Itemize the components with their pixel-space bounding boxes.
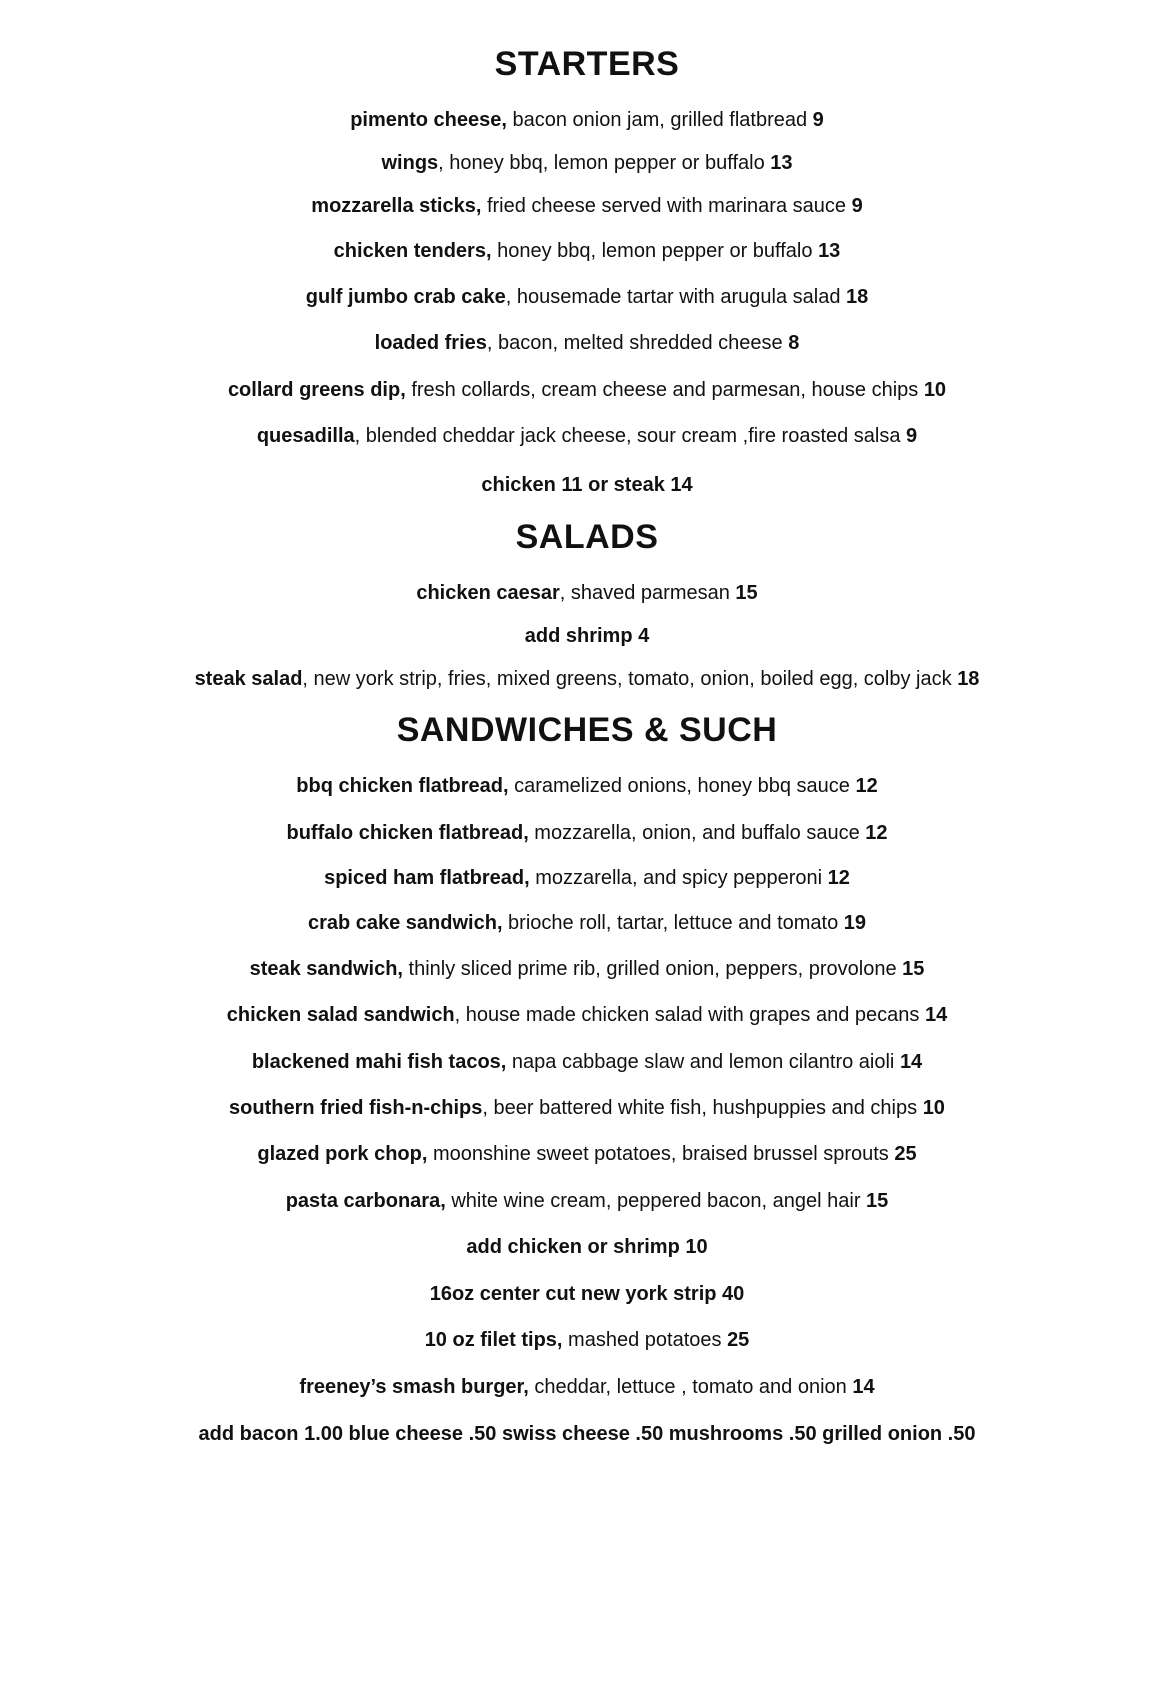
- menu-item-fish-n-chips: [0, 1095, 1174, 1121]
- item-name: glazed pork chop,: [257, 1143, 428, 1165]
- item-name: gulf jumbo crab cake: [305, 286, 506, 308]
- item-price: 15: [735, 582, 758, 604]
- item-name: 16oz center cut new york strip 40: [429, 1283, 745, 1305]
- item-price: 9: [851, 195, 863, 217]
- menu-item-mozzarella-sticks: [0, 193, 1174, 219]
- item-description: fried cheese served with marinara sauce: [481, 195, 852, 217]
- item-name: freeney’s smash burger,: [299, 1376, 529, 1398]
- menu-item-glazed-pork-chop: [0, 1141, 1174, 1167]
- item-name: add shrimp 4: [524, 625, 650, 647]
- item-name: quesadilla: [256, 425, 355, 447]
- item-name: mozzarella sticks,: [311, 195, 482, 217]
- item-description: white wine cream, peppered bacon, angel hair: [445, 1190, 867, 1212]
- item-description: mozzarella, onion, and buffalo sauce: [528, 822, 866, 844]
- item-name: add bacon 1.00 blue cheese .50 swiss cheese .50 mushrooms .50 grilled onion .50: [198, 1423, 976, 1445]
- item-price: 18: [846, 286, 869, 308]
- item-name: chicken tenders,: [333, 240, 492, 262]
- item-price: 12: [827, 867, 850, 889]
- item-price: 19: [843, 912, 867, 934]
- item-name: bbq chicken flatbread,: [296, 775, 509, 797]
- item-name: pasta carbonara,: [285, 1190, 446, 1212]
- item-name: wings: [381, 152, 439, 174]
- item-price: 15: [866, 1190, 889, 1212]
- item-description: bacon onion jam, grilled flatbread: [506, 109, 813, 131]
- item-name: spiced ham flatbread,: [324, 867, 530, 889]
- item-price: 12: [865, 822, 888, 844]
- sandwiches-heading: SANDWICHES & SUCH: [396, 711, 778, 749]
- menu-item-buffalo-chicken-flatbread: [0, 820, 1174, 846]
- item-description: brioche roll, tartar, lettuce and tomato: [502, 912, 844, 934]
- item-price: 18: [957, 668, 980, 690]
- item-description: , house made chicken salad with grapes and pecans: [454, 1004, 925, 1026]
- menu-item-filet-tips: [0, 1327, 1174, 1353]
- item-description: mozzarella, and spicy pepperoni: [529, 867, 828, 889]
- menu-item-wings: [0, 150, 1174, 176]
- menu-item-quesadilla: [0, 423, 1174, 449]
- item-price: 10: [923, 379, 947, 401]
- item-name: buffalo chicken flatbread,: [286, 822, 529, 844]
- item-name: chicken 11 or steak 14: [481, 474, 693, 496]
- item-price: 25: [727, 1329, 750, 1351]
- item-name: chicken caesar: [416, 582, 560, 604]
- item-description: thinly sliced prime rib, grilled onion, peppers, provolone: [403, 958, 903, 980]
- menu-item-new-york-strip: [0, 1281, 1174, 1307]
- menu-item-steak-sandwich: [0, 956, 1174, 982]
- item-price: 14: [899, 1051, 923, 1073]
- menu-item-bbq-chicken-flatbread: [0, 773, 1174, 799]
- menu-addon-quesadilla: [0, 472, 1174, 498]
- item-price: 25: [894, 1143, 917, 1165]
- menu-item-steak-salad: [0, 666, 1174, 692]
- item-description: , housemade tartar with arugula salad: [505, 286, 846, 308]
- menu-item-pasta-carbonara: [0, 1188, 1174, 1214]
- item-price: 14: [924, 1004, 948, 1026]
- item-description: fresh collards, cream cheese and parmesan, house chips: [405, 379, 924, 401]
- menu-item-pimento-cheese: [0, 107, 1174, 133]
- item-price: 15: [902, 958, 925, 980]
- item-price: 13: [770, 152, 793, 174]
- item-description: , bacon, melted shredded cheese: [486, 332, 789, 354]
- item-description: moonshine sweet potatoes, braised brussel sprouts: [427, 1143, 895, 1165]
- item-price: 9: [906, 425, 918, 447]
- item-description: caramelized onions, honey bbq sauce: [508, 775, 856, 797]
- item-price: 10: [922, 1097, 945, 1119]
- item-description: honey bbq, lemon pepper or buffalo: [491, 240, 819, 262]
- item-description: cheddar, lettuce , tomato and onion: [528, 1376, 853, 1398]
- menu-item-crab-cake-sandwich: [0, 910, 1174, 936]
- item-price: 12: [855, 775, 878, 797]
- item-price: 9: [812, 109, 824, 131]
- starters-heading: STARTERS: [494, 45, 680, 83]
- item-name: collard greens dip,: [227, 379, 406, 401]
- item-name: steak sandwich,: [249, 958, 403, 980]
- menu-addon-burger-toppings: [0, 1421, 1174, 1447]
- menu-item-chicken-tenders: [0, 238, 1174, 264]
- menu-item-collard-greens-dip: [0, 377, 1174, 403]
- item-description: , new york strip, fries, mixed greens, tomato, onion, boiled egg, colby jack: [302, 668, 958, 690]
- menu-addon-chicken-or-shrimp: [0, 1234, 1174, 1260]
- item-name: steak salad: [194, 668, 303, 690]
- menu-item-chicken-caesar: [0, 580, 1174, 606]
- menu-item-chicken-salad-sandwich: [0, 1002, 1174, 1028]
- item-name: blackened mahi fish tacos,: [251, 1051, 507, 1073]
- item-name: southern fried fish-n-chips: [229, 1097, 483, 1119]
- item-name: 10 oz filet tips,: [424, 1329, 563, 1351]
- item-description: , beer battered white fish, hushpuppies and chips: [482, 1097, 923, 1119]
- item-name: loaded fries: [374, 332, 487, 354]
- menu-item-loaded-fries: [0, 330, 1174, 356]
- item-name: pimento cheese,: [350, 109, 507, 131]
- menu-item-smash-burger: [0, 1374, 1174, 1400]
- item-name: chicken salad sandwich: [226, 1004, 455, 1026]
- menu-item-mahi-fish-tacos: [0, 1049, 1174, 1075]
- menu-item-crab-cake: [0, 284, 1174, 310]
- item-price: 13: [818, 240, 841, 262]
- menu-item-spiced-ham-flatbread: [0, 865, 1174, 891]
- item-name: add chicken or shrimp 10: [466, 1236, 708, 1258]
- item-price: 14: [852, 1376, 875, 1398]
- item-description: , blended cheddar jack cheese, sour cream ,fire roasted salsa: [354, 425, 907, 447]
- salads-heading: SALADS: [515, 518, 659, 556]
- item-price: 8: [788, 332, 800, 354]
- item-description: , shaved parmesan: [559, 582, 736, 604]
- item-description: , honey bbq, lemon pepper or buffalo: [438, 152, 771, 174]
- item-name: crab cake sandwich,: [307, 912, 503, 934]
- item-description: mashed potatoes: [562, 1329, 728, 1351]
- menu-addon-shrimp: [0, 623, 1174, 649]
- item-description: napa cabbage slaw and lemon cilantro aioli: [506, 1051, 900, 1073]
